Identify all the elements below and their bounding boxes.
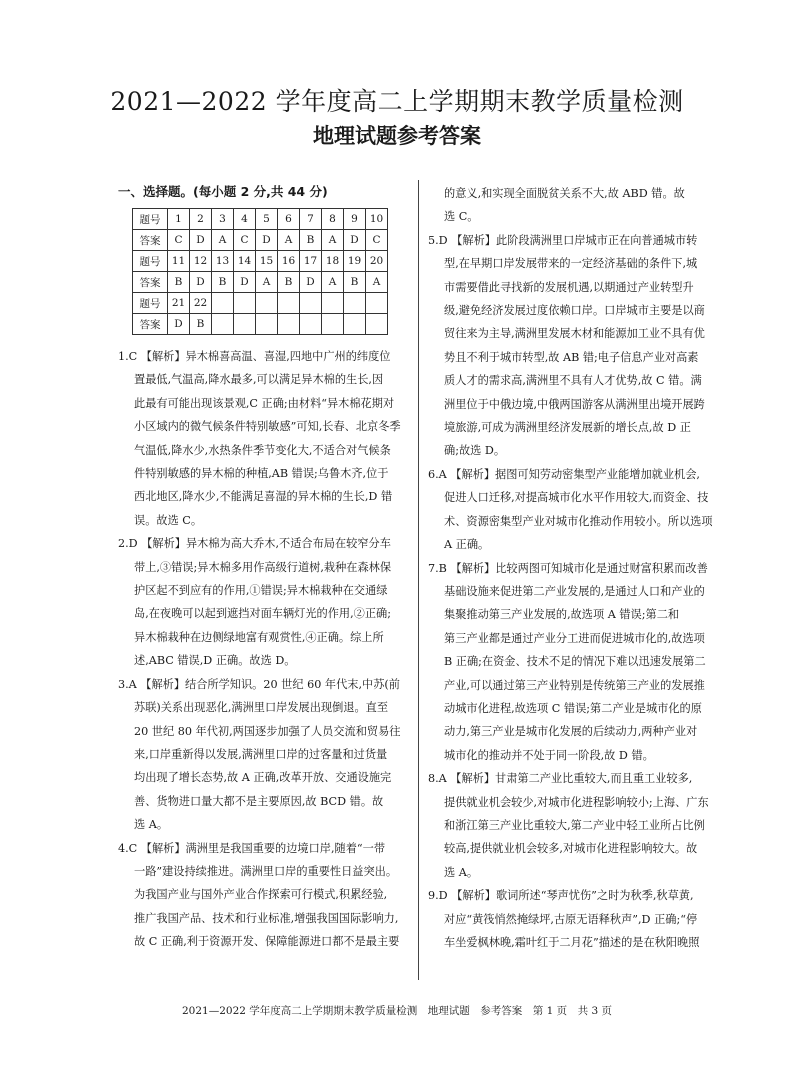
answer-explanation [118,673,408,837]
answer-table-cell: 20 [366,251,388,272]
explanation-line: 推广我国产品、技术和行业标准,增强我国国际影响力, [134,911,399,925]
explanation-line: 型,在早期口岸发展带来的一定经济基础的条件下,城 [444,257,698,271]
answer-table-cell: 18 [322,251,344,272]
explanation-first-line: 7.B 【解析】比较两图可知城市化是通过财富积累而改善 [428,561,708,575]
explanation-line: 术、资源密集型产业对城市化推动作用较小。所以选项 [444,514,713,528]
explanation-line: 气温低,降水少,水热条件季节变化大,不适合对气候条 [134,443,391,457]
answer-table-row [133,314,388,335]
answer-table-cell: 15 [256,251,278,272]
answer-table-cell: 6 [278,209,300,230]
explanation-first-line: 2.D 【解析】异木棉为高大乔木,不适合布局在较窄分车 [118,537,391,551]
answer-table-cell [322,293,344,314]
explanation-line: 故 C 正确,利于资源开发、保障能源进口都不是最主要 [134,935,400,949]
answer-explanation [118,532,408,672]
answer-table-cell: A [212,230,234,251]
explanation-line: B 正确;在资金、技术不足的情况下难以迅速发展第二 [444,655,706,669]
answer-table-cell [212,293,234,314]
explanation-line: 车坐爱枫林晚,霜叶红于二月花”描述的是在秋阳晚照 [444,936,700,949]
answer-explanation [428,229,722,463]
explanation-line: 的意义,和实现全面脱贫关系不大,故 ABD 错。故 [444,187,685,200]
answer-table-cell [234,314,256,335]
explanation-line: 市需要借此寻找新的发展机遇,以期通过产业转型升 [444,280,694,294]
answer-table-row [133,272,388,293]
page-footer: 2021—2022 学年度高二上学期期末教学质量检测 地理试题 参考答案 第 1 页 共 3 页 [182,1005,612,1017]
answer-table-cell: 22 [190,293,212,314]
answer-table-cell: 3 [212,209,234,230]
explanation-line: 洲里位于中俄边境,中俄两国游客从满洲里出境开展跨 [444,397,705,411]
explanation-line: 此最有可能出现该景观,C 正确;由材料“异木棉花期对 [134,396,395,410]
explanation-line: 一路”建设持续推进。满洲里口岸的重要性日益突出。 [134,864,398,878]
answer-table-cell: C [234,230,256,251]
explanation-first-line: 5.D 【解析】此阶段满洲里口岸城市正在向普通城市转 [428,233,698,247]
explanation-line: 基础设施来促进第二产业发展的,是通过人口和产业的 [444,584,705,598]
explanation-line: 贸往来为主导,满洲里发展木材和能源加工业不具有优 [444,327,705,341]
explanation-line: 城市化的推动并不处于同一阶段,故 D 错。 [444,748,654,762]
right-answer-list [428,182,722,954]
answer-table-cell: 8 [322,209,344,230]
explanation-line: 和浙江第三产业比重较大,第二产业中轻工业所占比例 [444,818,705,832]
explanation-first-line: 8.A 【解析】甘肃第二产业比重较大,而且重工业较多, [428,772,693,786]
explanation-first-line: 6.A 【解析】据图可知劳动密集型产业能增加就业机会, [428,467,700,481]
explanation-line: 促进人口迁移,对提高城市化水平作用较大,而资金、技 [444,491,709,505]
explanation-line: 第三产业都是通过产业分工进而促进城市化的,故选项 [444,631,705,645]
answer-explanation [428,463,722,557]
answer-table [132,208,388,335]
explanation-line: 选 A。 [444,865,479,879]
answer-table-cell [366,314,388,335]
explanation-line: 异木棉栽种在边侧绿地富有观赏性,④正确。综上所 [134,630,384,644]
answer-table-cell: 19 [344,251,366,272]
answer-table-row-header: 题号 [133,293,168,314]
column-divider [418,180,419,980]
answer-explanation [428,767,722,884]
answer-table-cell: C [168,230,190,251]
answer-table-cell [234,293,256,314]
answer-table-cell: 13 [212,251,234,272]
explanation-line: 善、货物进口量大都不是主要原因,故 BCD 错。故 [134,794,384,808]
answer-table-cell: B [212,272,234,293]
section-heading: 一、选择题。(每小题 2 分,共 44 分) [118,184,328,199]
explanation-line: 小区域内的微气候条件特别敏感”可知,长春、北京冬季 [134,420,401,434]
answer-table-cell: A [256,272,278,293]
answer-table-cell: D [344,230,366,251]
answer-table-cell: 16 [278,251,300,272]
explanation-line: 势且不利于城市转型,故 AB 错;电子信息产业对高素 [444,350,699,364]
answer-table-cell [322,314,344,335]
answer-table-cell [366,293,388,314]
explanation-line: 件特别敏感的异木棉的种植,AB 错误;乌鲁木齐,位于 [134,467,389,481]
explanation-line: 来,口岸重新得以发展,满洲里口岸的过客量和过货量 [134,747,388,761]
explanation-line: 动力,第三产业是城市化发展的后续动力,两种产业对 [444,725,698,739]
answer-table-row [133,230,388,251]
explanation-line: 对应“黄筏悄然掩绿坪,古原无语释秋声”,D 正确;“停 [444,912,698,926]
explanation-line: 质人才的需求高,满洲里不具有人才优势,故 C 错。满 [444,374,702,388]
explanation-line: 带上,③错误;异木棉多用作高级行道树,栽种在森林保 [134,560,392,574]
explanation-line: 置最低,气温高,降水最多,可以满足异木棉的生长,因 [134,373,384,387]
answer-table-cell: A [322,230,344,251]
explanation-line: 岛,在夜晚可以起到遮挡对面车辆灯光的作用,②正确; [134,607,392,621]
answer-table-row-header: 答案 [133,314,168,335]
left-answer-list [118,345,408,954]
answer-table-cell [344,293,366,314]
answer-table-cell: A [366,272,388,293]
answer-table-cell: 21 [168,293,190,314]
answer-table-cell: C [366,230,388,251]
answer-table-cell: 9 [344,209,366,230]
answer-table-cell [256,314,278,335]
answer-explanation [428,557,722,768]
explanation-line: 选 C。 [444,210,479,224]
explanation-line: A 正确。 [444,538,490,552]
answer-table-cell: D [190,272,212,293]
answer-table-cell [344,314,366,335]
answer-table-row-header: 答案 [133,272,168,293]
explanation-first-line: 3.A 【解析】结合所学知识。20 世纪 60 年代末,中苏(前 [118,677,400,691]
answer-table-cell: 10 [366,209,388,230]
answer-explanation [118,345,408,532]
explanation-line: 为我国产业与国外产业合作探索可行模式,积累经验, [134,888,388,902]
explanation-line: 选 A。 [134,818,169,832]
answer-table-cell [212,314,234,335]
answer-table-cell [256,293,278,314]
answer-table-cell: A [322,272,344,293]
explanation-line: 误。故选 C。 [134,513,203,527]
answer-table-cell: 17 [300,251,322,272]
answer-table-cell [278,314,300,335]
answer-table-cell: 7 [300,209,322,230]
page-title: 2021—2022 学年度高二上学期期末教学质量检测 [110,87,684,116]
answer-table-cell: 4 [234,209,256,230]
answer-table-cell: B [278,272,300,293]
answer-table-row-header: 答案 [133,230,168,251]
answer-table-row-header: 题号 [133,209,168,230]
answer-table-cell: D [190,230,212,251]
right-column [428,182,722,954]
explanation-line: 集聚推动第三产业发展的,故选项 A 错误;第二和 [444,608,680,622]
explanation-line: 境旅游,可成为满洲里经济发展新的增长点,故 D 正 [444,421,691,435]
answer-table-cell: A [278,230,300,251]
answer-table-cell: B [300,230,322,251]
explanation-line: 动城市化进程,故选项 C 错误;第二产业是城市化的原 [444,701,702,715]
explanation-first-line: 9.D 【解析】歌词所述“琴声忧伤”之时为秋季,秋草黄, [428,889,694,903]
answer-table-row [133,209,388,230]
answer-table-cell: 11 [168,251,190,272]
answer-table-cell: B [168,272,190,293]
answer-table-cell: B [344,272,366,293]
answer-table-cell [300,314,322,335]
answer-table-cell: D [256,230,278,251]
answer-explanation [428,884,722,954]
explanation-line: 苏联)关系出现恶化,满洲里口岸发展出现倒退。直至 [134,701,389,715]
explanation-first-line: 4.C 【解析】满洲里是我国重要的边境口岸,随着“一带 [118,841,386,855]
explanation-line: 较高,提供就业机会较多,对城市化进程影响较大。故 [444,842,698,856]
explanation-line: 级,避免经济发展过度依赖口岸。口岸城市主要是以商 [444,304,705,318]
explanation-first-line: 1.C 【解析】异木棉喜高温、喜湿,四地中广州的纬度位 [118,350,391,363]
answer-table-cell: B [190,314,212,335]
explanation-line: 20 世纪 80 年代初,两国逐步加强了人员交流和贸易往 [134,724,401,738]
answer-table-cell: 2 [190,209,212,230]
answer-table-cell: 5 [256,209,278,230]
explanation-line: 产业,可以通过第三产业特别是传统第三产业的发展推 [444,678,705,692]
page-subtitle: 地理试题参考答案 [313,124,481,148]
explanation-line: 西北地区,降水少,不能满足喜湿的异木棉的生长,D 错 [134,490,393,504]
answer-explanation [428,182,722,229]
answer-table-cell: 1 [168,209,190,230]
answer-table-row-header: 题号 [133,251,168,272]
explanation-line: 提供就业机会较少,对城市化进程影响较小;上海、广东 [444,795,709,809]
explanation-line: 述,ABC 错误,D 正确。故选 D。 [134,654,296,668]
answer-table-cell [278,293,300,314]
answer-table-cell: D [168,314,190,335]
answer-table-cell: D [300,272,322,293]
left-column [118,182,408,954]
answer-table-row [133,251,388,272]
answer-table-cell: 14 [234,251,256,272]
answer-table-cell: 12 [190,251,212,272]
answer-explanation [118,837,408,954]
explanation-line: 均出现了增长态势,故 A 正确,改革开放、交通设施完 [134,771,392,785]
answer-table-cell: D [234,272,256,293]
explanation-line: 确;故选 D。 [444,444,506,458]
answer-table-cell [300,293,322,314]
answer-table-row [133,293,388,314]
explanation-line: 护区起不到应有的作用,①错误;异木棉栽种在交通绿 [134,584,388,598]
